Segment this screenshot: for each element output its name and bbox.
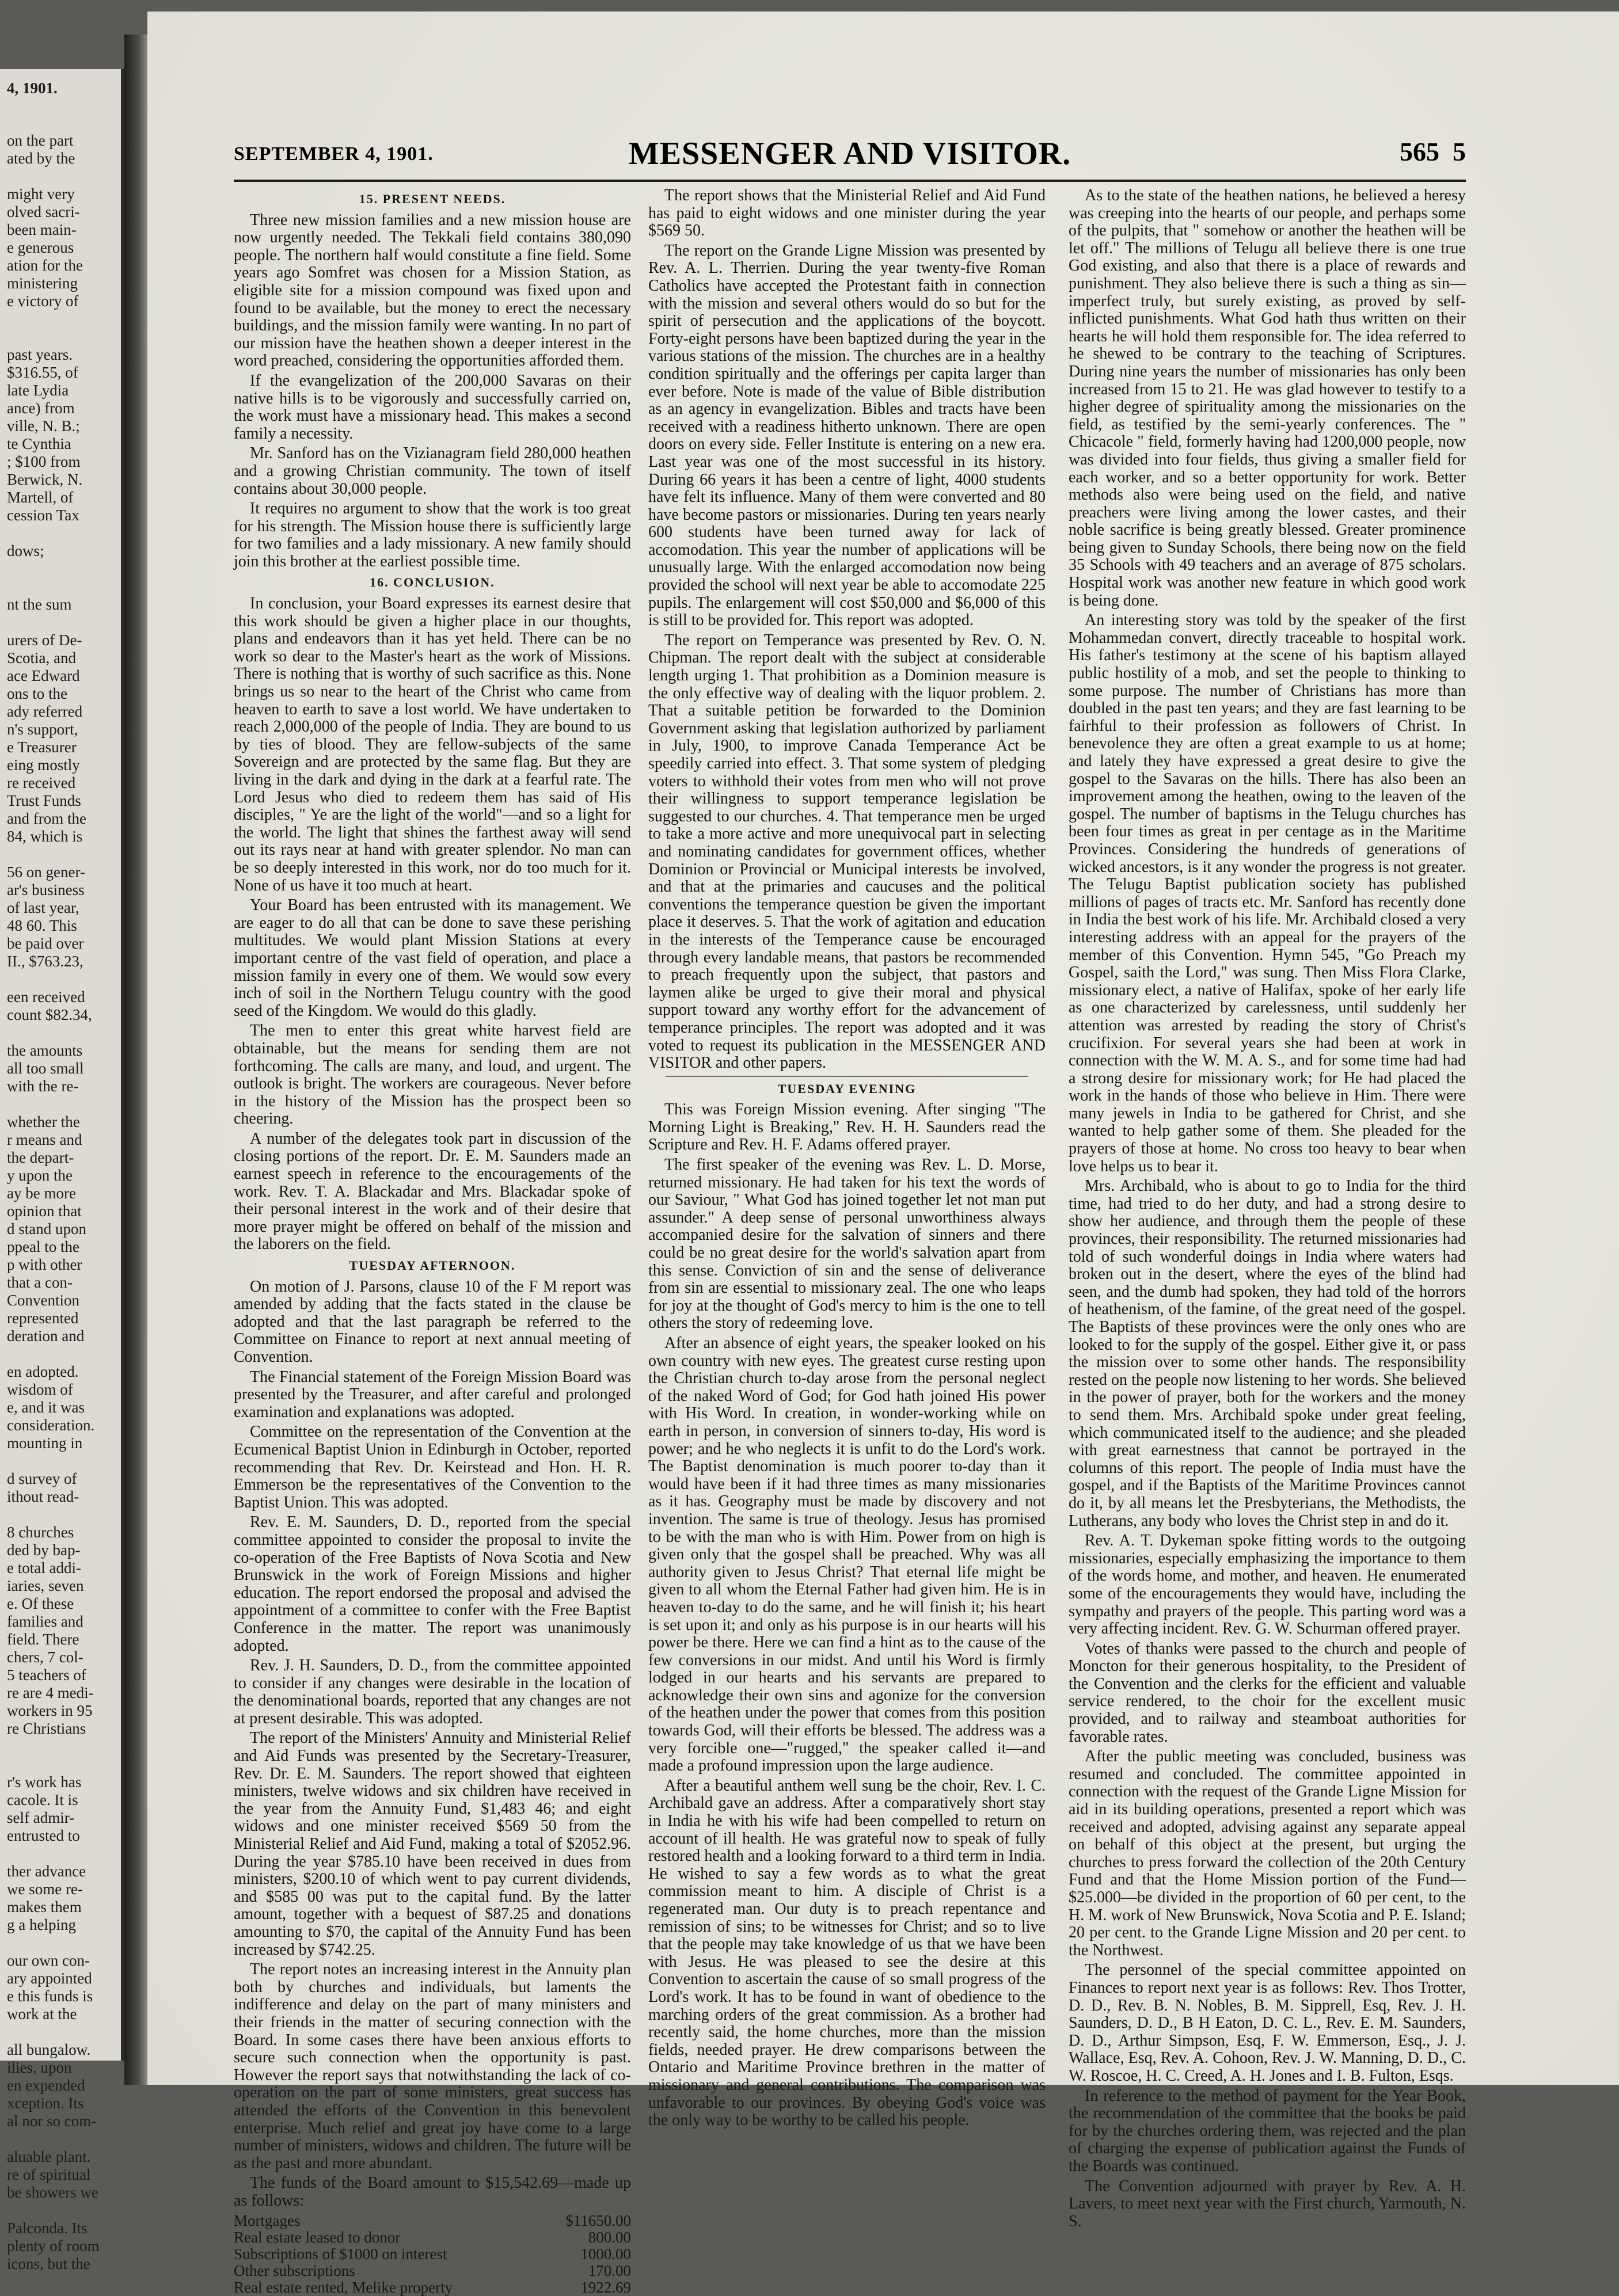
previous-page-line xyxy=(7,1452,115,1470)
header-rule xyxy=(234,180,1466,182)
previous-page-line xyxy=(7,560,115,578)
previous-page-line: ace Edward xyxy=(7,667,80,684)
column-3 xyxy=(1069,187,1466,2233)
previous-page-line xyxy=(7,328,115,346)
previous-page-line: work at the xyxy=(7,2005,77,2023)
previous-page-line: 56 on gener- xyxy=(7,863,85,881)
previous-page-line: dows; xyxy=(7,542,44,559)
funds-table xyxy=(234,2213,631,2296)
previous-page-line: opinion that xyxy=(7,1202,82,1220)
paragraph: Rev. E. M. Saunders, D. D., reported from the special committee appointed to consider the proposal to invite the co-operation of the Free Baptists of Nova Scotia and New Brunswick in the work of Foreign Missions and higher education. The report endorsed the proposal and advised the appointment of a committee to confer with the Free Baptist Conference in the matter. The report was unanimously adopted. xyxy=(234,1513,631,1655)
previous-page-line xyxy=(7,614,115,631)
previous-page-line: Convention xyxy=(7,1292,79,1309)
paragraph: Your Board has been entrusted with its management. We are eager to do all that can be done to save these perishing multitudes. We would plant Mission Stations at every important centre of the vast field of operation, and place a mission family in every one of them. We would sow every inch of soil in the Northern Telugu country with the good seed of the Kingdom. We would do this gladly. xyxy=(234,896,631,1020)
page-number-extra: 5 xyxy=(1453,137,1466,166)
paragraph: Committee on the representation of the Convention at the Ecumenical Baptist Union in Edinburgh in October, reported recommending that Rev. Dr. Keirstead and Hon. H. R. Emmerson be the representatives of the Convention to the Baptist Union. This was adopted. xyxy=(234,1423,631,1511)
paragraph: The report shows that the Ministerial Relief and Aid Fund has paid to eight widows and one minister during the year $569 50. xyxy=(648,186,1046,240)
fund-amount: 170.00 xyxy=(588,2261,631,2279)
previous-page-line: ther advance xyxy=(7,1863,86,1880)
newspaper-page xyxy=(147,12,1619,2296)
paragraph: A number of the delegates took part in discussion of the closing portions of the report. Dr. E. M. Saunders made an earnest speech in reference to the encouragements of the work. Rev. T. A. Blackadar and Mrs. Blackadar spoke of their personal interest in the work and of their desire that more prayer might be offered on behalf of the mission and the laborers on the field. xyxy=(234,1129,631,1254)
previous-page-line: d survey of xyxy=(7,1470,77,1487)
previous-page-line: r's work has xyxy=(7,1773,82,1791)
previous-page-line xyxy=(7,578,115,596)
previous-page-line: ance) from xyxy=(7,399,75,417)
previous-page-line xyxy=(7,2202,115,2219)
paragraph: The Convention adjourned with prayer by Rev. A. H. Lavers, to meet next year with the First church, Yarmouth, N. S. xyxy=(1069,2177,1466,2230)
paragraph: In conclusion, your Board expresses its earnest desire that this work should be given a higher place in our thoughts, plans and endeavors than it has yet held. There can be no work so dear to the Master's heart as the work of Missions. There is nothing that is worthy of such sacrifice as this. None brings us so near to the heart of the Christ who came from heaven to earth to save a lost world. We have undertaken to reach 2,000,000 of the people of India. They are bound to us by ties of blood. They are fellow-subjects of the same Sovereign and are protected by the same flag. But they are living in the dark and dying in the dark at a fearful rate. The Lord Jesus who died to redeem them has said of His disciples, " Ye are the light of the world"—and so a light for the world. The light that shines the farthest away will send out its rays near at hand with greater splendor. No man can be so deeply interested in this work, nor do too much for it. None of us have it too much at heart. xyxy=(234,595,631,894)
paragraph: After an absence of eight years, the speaker looked on his own country with new eyes. The greatest curse resting upon the Christian church to-day arose from the personal neglect of the naked Word of God; for God hath joined His power with His Word. In creation, in wonder-working while on earth in person, in conversion of sinners to-day, His word is power; and he who neglects it is unfit to do the Lord's work. The Baptist denomination is much poorer to-day than it would have been if it had three times as many missionaries as it has. Geography must be made by discovery and not invention. The same is true of theology. Jesus has promised to be with the man who is with Him. Power from on high is given only that the gospel shall be preached. Why was all authority given to Jesus Christ? That eternal life might be given to all whom the Eternal Father had given him. He is in heaven to-day to do the same, and he will finish it; his heart is set upon it; and only as his purpose is in our hearts will his power be there. Here we can find a hint as to the cause of the few conversions in our midst. And until his Word is firmly lodged in our hearts and his servants are prepared to acknowledge their own sins and agonize for the conversion of the heathen under the power that comes from this position towards God, will their efforts be blessed. The address was a very forcible one—"rugged," the speaker called it—and made a profound impression upon the large audience. xyxy=(648,1334,1046,1775)
previous-page-line: ded by bap- xyxy=(7,1541,81,1559)
previous-page-line: whether the xyxy=(7,1113,80,1130)
previous-page-line: iaries, seven xyxy=(7,1577,84,1594)
previous-page-line: makes them xyxy=(7,1898,82,1916)
previous-page-line: xception. Its xyxy=(7,2095,84,2112)
table-row xyxy=(234,2246,631,2263)
previous-page-line: wisdom of xyxy=(7,1381,73,1398)
table-row xyxy=(234,2229,631,2246)
previous-page-line: mounting in xyxy=(7,1434,83,1452)
section-heading-tuesday-afternoon: TUESDAY AFTERNOON. xyxy=(349,1258,516,1273)
previous-page-line: 84, which is xyxy=(7,828,83,845)
previous-page-line: all bungalow. xyxy=(7,2041,91,2058)
page-number-main: 565 xyxy=(1400,137,1439,166)
previous-page-line: and from the xyxy=(7,810,86,827)
paragraph: The Financial statement of the Foreign Mission Board was presented by the Treasurer, and after careful and prolonged examination and explanations was adopted. xyxy=(234,1368,631,1421)
previous-page-line: deration and xyxy=(7,1327,85,1345)
previous-page-date: 4, 1901. xyxy=(7,79,58,97)
previous-page-line xyxy=(7,1506,115,1524)
section-divider xyxy=(666,1076,1028,1077)
paragraph: The funds of the Board amount to $15,542.69—made up as follows: xyxy=(234,2174,631,2210)
previous-page-line: een received xyxy=(7,988,85,1006)
previous-page-line: families and xyxy=(7,1613,83,1630)
previous-page-line: ilies, upon xyxy=(7,2059,72,2076)
paragraph: Mrs. Archibald, who is about to go to India for the third time, had tried to do her duty, and had a strong desire to show her audience, and through them the people of these provinces, their responsibility. The returned missionaries had told of such wonderful doings in India where waters had broken out in the desert, where the eyes of the blind had seen, and the dumb had spoken, they had told of the horrors of heathenism, of the famine, of the great need of the gospel. The Baptists of these provinces were the only ones who are looked to for the supply of the gospel. Either give it, or pass the mission over to some other hands. The responsibility rested on the people now listening to her words. She believed in the power of prayer, both for the workers and the money to send them. Mrs. Archibald spoke under great feeling, which communicated itself to the audience; and she pleaded with great earnestness that cannot be portrayed in the columns of this report. The people of India must have the gospel, and if the Baptists of the Maritime Provinces cannot do it, by all means let the Presbyterians, the Methodists, the Lutherans, any body who loves the Christ step in and do it. xyxy=(1069,1177,1466,1530)
previous-page-line: self admir- xyxy=(7,1809,75,1826)
table-row xyxy=(234,2279,631,2296)
previous-page-line: y upon the xyxy=(7,1167,73,1184)
previous-page-line: aluable plant. xyxy=(7,2148,91,2165)
previous-page-line: Berwick, N. xyxy=(7,471,83,488)
issue-date: SEPTEMBER 4, 1901. xyxy=(234,143,434,165)
previous-page-line: Trust Funds xyxy=(7,792,81,809)
previous-page-line: e generous xyxy=(7,239,74,256)
table-row xyxy=(234,2263,631,2279)
previous-page-line: urers of De- xyxy=(7,631,82,649)
previous-page-line: ay be more xyxy=(7,1185,76,1202)
previous-page-line: te Cynthia xyxy=(7,435,71,452)
previous-page-line: ary appointed xyxy=(7,1970,92,1987)
previous-page-line: ation for the xyxy=(7,257,83,274)
previous-page-line xyxy=(7,1738,115,1756)
previous-page-line: e victory of xyxy=(7,292,79,310)
section-heading-conclusion: 16. CONCLUSION. xyxy=(370,575,495,590)
previous-page-line: en adopted. xyxy=(7,1363,79,1380)
paragraph: On motion of J. Parsons, clause 10 of the F M report was amended by adding that the facts stated in the clause be adopted and that the last paragraph be referred to the Committee on Finance to report at next annual meeting of Convention. xyxy=(234,1277,631,1366)
section-heading-present-needs: 15. PRESENT NEEDS. xyxy=(359,192,506,206)
previous-page-line: all too small xyxy=(7,1060,84,1077)
previous-page-fragment xyxy=(0,69,124,2272)
paragraph: After the public meeting was concluded, business was resumed and concluded. The committee appointed in connection with the request of the Grande Ligne Mission for aid in its building operations, presented a report which was received and adopted, advising against any separate appeal on behalf of this object at the present, but urging the churches to press forward the collection of the 20th Century Fund and that the Home Mission portion of the Fund—$25.000—be divided in the proportion of 60 per cent, to the H. M. work of New Brunswick, Nova Scotia and P. E. Island; 20 per cent. to the Grande Ligne Mission and 20 per cent. to the Northwest. xyxy=(1069,1747,1466,1959)
previous-page-line: consideration. xyxy=(7,1417,95,1434)
previous-page-line: en expended xyxy=(7,2077,85,2094)
fund-amount: 1000.00 xyxy=(580,2245,631,2263)
paragraph: Rev. J. H. Saunders, D. D., from the committee appointed to consider if any changes were desirable in the location of the denominational boards, reported that any changes are not at present desirable. This was adopted. xyxy=(234,1657,631,1727)
column-1 xyxy=(234,187,631,2296)
previous-page-line: 48 60. This xyxy=(7,917,77,934)
previous-page-line xyxy=(7,1845,115,1863)
previous-page-line: nt the sum xyxy=(7,596,72,613)
previous-page-line: 5 teachers of xyxy=(7,1666,86,1684)
previous-page-line: count $82.34, xyxy=(7,1006,92,1023)
previous-page-line: plenty of room xyxy=(7,2237,100,2255)
fund-amount: 1922.69 xyxy=(580,2278,631,2296)
paragraph: The report of the Ministers' Annuity and Ministerial Relief and Aid Funds was presented by the Secretary-Treasurer, Rev. Dr. E. M. Saunders. The report showed that eighteen ministers, twelve widows and six children have received in the year from the Annuity Fund, $1,483 46; and eight widows and one minister received $569 50 from the Ministerial Relief and Aid Fund, making a total of $2052.96. During the year $785.10 have been received in dues from ministers, $200.10 of which went to pay current dividends, and $585 00 was put to the capital fund. By the latter amount, together with a bequest of $87.25 and donations amounting to $70, the capital of the Annuity Fund has been increased by $742.25. xyxy=(234,1729,631,1959)
previous-page-line: al nor so com- xyxy=(7,2112,97,2130)
previous-page-line: we some re- xyxy=(7,1880,83,1898)
previous-page-line xyxy=(7,167,115,185)
previous-page-line: ministering xyxy=(7,275,78,292)
previous-page-line: with the re- xyxy=(7,1077,79,1095)
previous-page-line xyxy=(7,2130,115,2148)
previous-page-line: ville, N. B.; xyxy=(7,417,80,435)
previous-page-line: e. Of these xyxy=(7,1595,74,1612)
previous-page-line: might very xyxy=(7,185,75,203)
previous-page-line: the depart- xyxy=(7,1149,74,1166)
previous-page-line: on the part xyxy=(7,132,74,149)
previous-page-line: represented xyxy=(7,1309,79,1327)
previous-page-line: ady referred xyxy=(7,703,83,720)
previous-page-text xyxy=(0,69,121,2273)
previous-page-line: entrusted to xyxy=(7,1827,80,1844)
previous-page-line: of last year, xyxy=(7,899,79,916)
paragraph: This was Foreign Mission evening. After singing "The Morning Light is Breaking," Rev. H. H. Saunders read the Scripture and Rev. H. F. Adams offered prayer. xyxy=(648,1101,1046,1154)
previous-page-line: cession Tax xyxy=(7,507,79,524)
previous-page-line xyxy=(7,970,115,988)
paragraph: An interesting story was told by the speaker of the first Mohammedan convert, directly traceable to hospital work. His father's testimony at the scene of his baptism allayed public hostility of a mob, and set the people to thinking to some purpose. The number of Christians has more than doubled in the past ten years; and they are fast learning to be fairhful to their profession as followers of Christ. In benevolence they are often a great example to us at home; and lately they have expressed a great desire to give the gospel to the Savaras on the hills. There has also been an improvement among the heathen, owing to the leaven of the gospel. The number of baptisms in the Telugu churches has been four times as great in per centage as in the Maritime Provinces. Considering the hundreds of generations of wicked ancestors, is it any wonder the progress is not greater. The Telugu Baptist publication society has published millions of pages of tracts etc. Mr. Sanford has recently done in India the best work of his life. Mr. Archibald closed a very interesting address with an appeal for the prayers of the member of this Convention. Hymn 545, "Go Preach my Gospel, saith the Lord," was sung. Then Miss Flora Clarke, missionary elect, a native of Halifax, spoke of her early life as one characterized by carelessness, until suddenly her attention was arrested by reading the story of Christ's crucifixion. For several years she had been at work in connection with the W. M. A. S., and for some time had had a strong desire for missionary work; for He had placed the work in the hands of those who believe in Him. There were many jewels in India to be gathered for Christ, and she wanted to help gather some of them. She pleaded for the prayers of those at home. No cross too heavy to bear when love helps us to bear it. xyxy=(1069,611,1466,1175)
paragraph: The report on the Grande Ligne Mission was presented by Rev. A. L. Therrien. During the year twenty-five Roman Catholics have accepted the Protestant faith in connection with the mission and several others would do so but for the spirit of persecution and the applications of the boycott. Forty-eight persons have been baptized during the year in the various stations of the mission. The churches are in a healthy condition spiritually and the offerings per capita larger than ever before. Note is made of the value of Bible distribution as an agency in evangelization. Bibles and tracts have been received with a readiness hitherto unknown. There are open doors on every side. Feller Institute is entering on a new era. Last year was one of the most successful in its history. During 66 years it has been a centre of light, 4000 students have felt its influence. Many of them were converted and 80 have become pastors or missionaries. During ten years nearly 600 students have been turned away for lack of accomodation. This year the number of applications will be unusually large. With the enlarged accomodation now being provided the school will next year be able to accomodate 225 pupils. The enlargement will cost $50,000 and $6,000 of this is still to be provided for. This report was adopted. xyxy=(648,241,1046,630)
previous-page-line: d stand upon xyxy=(7,1220,86,1238)
previous-page-line: e this funds is xyxy=(7,1987,93,2005)
paragraph: The report notes an increasing interest in the Annuity plan both by churches and individuals, but laments the indifference and delay on the part of many ministers and their friends in the matter of securing connection with the Board. In some cases there have been anxious efforts to secure such connection when the opportunity is past. However the report says that notwithstanding the lack of co-operation on the part of some ministers, great success has attended the efforts of the Convention in this benevolent enterprise. Much relief and great joy have come to a large number of ministers, widows and children. The future will be as the past and more abundant. xyxy=(234,1960,631,2172)
previous-page-line xyxy=(7,524,115,542)
previous-page-line: ons to the xyxy=(7,685,67,702)
previous-page-line: re received xyxy=(7,774,76,791)
previous-page-line: ated by the xyxy=(7,150,75,167)
binding-gutter xyxy=(124,35,147,2085)
paragraph: Three new mission families and a new mission house are now urgently needed. The Tekkali field contains 380,090 people. The northern half would constitute a fine field. Some years ago Somfret was chosen for a Mission Station, as eligible site for a mission compound was fixed upon and found to be available, but the money to erect the necessary buildings, and the mission family were wanting. In no part of our mission have the heathen shown a deeper interest in the word preached, considering the opportunities afforded them. xyxy=(234,211,631,370)
paragraph: It requires no argument to show that the work is too great for his strength. The Mission house there is sufficiently large for two families and a lady missionary. A new family should join this brother at the earliest possible time. xyxy=(234,500,631,570)
paragraph: Votes of thanks were passed to the church and people of Moncton for their generous hospitality, to the President of the Convention and the clerks for the efficient and valuable service rendered, to the choir for the excellent music provided, and to railway and steamboat authorities for favorable rates. xyxy=(1069,1639,1466,1746)
previous-page-line: the amounts xyxy=(7,1042,83,1059)
previous-page-line: field. There xyxy=(7,1631,79,1648)
previous-page-line: past years. xyxy=(7,346,73,363)
table-row xyxy=(234,2213,631,2229)
previous-page-line xyxy=(7,1934,115,1952)
previous-page-line: ithout read- xyxy=(7,1488,79,1505)
previous-page-line: Scotia, and xyxy=(7,649,76,667)
previous-page-line xyxy=(7,1345,115,1363)
previous-page-line: chers, 7 col- xyxy=(7,1648,83,1666)
paragraph: The men to enter this great white harvest field are obtainable, but the means for sending them are not forthcoming. The calls are many, and loud, and urgent. The outlook is bright. The workers are courageous. Never before in the history of the Mission has the prospect been so cheering. xyxy=(234,1022,631,1128)
paragraph: The report on Temperance was presented by Rev. O. N. Chipman. The report dealt with the subject at considerable length urging 1. That prohibition as a Dominion measure is the only effective way of dealing with the liquor problem. 2. That a suitable petition be forwarded to the Dominion Government asking that legislation authorized by parliament in July, 1900, to improve Canada Temperance Act be speedily carried into effect. 3. That some system of pledging voters to withhold their votes from men who will not prove their willingness to support temperance legislation be suggested to our churches. 4. That temperance men be urged to take a more active and more unequivocal part in selecting and nominating candidates for government offices, whether Dominion or Provincial or Municipal interests be involved, and that at the primaries and caucuses and the political conventions the temperance question be given the important place it deserves. 5. That the work of agitation and education in the interests of the Temperance cause be encouraged through every landable means, that pastors be recommended to preach frequently upon the subject, that pastors and laymen alike be urged to give their moral and physical support toward any worthy effort for the advancement of temperance principles. The report was adopted and it was voted to request its publication in the MESSENGER AND VISITOR and other papers. xyxy=(648,631,1046,1072)
previous-page-line: $316.55, of xyxy=(7,364,78,381)
previous-page-line: e, and it was xyxy=(7,1399,85,1416)
fund-label: Other subscriptions xyxy=(234,2261,355,2279)
previous-page-line: olved sacri- xyxy=(7,203,80,220)
column-2 xyxy=(648,187,1046,2132)
previous-page-line: e total addi- xyxy=(7,1559,81,1577)
fund-label: Subscriptions of $1000 on interest xyxy=(234,2245,447,2263)
previous-page-line: ppeal to the xyxy=(7,1238,79,1255)
previous-page-line: Martell, of xyxy=(7,489,74,506)
paragraph: The personnel of the special committee appointed on Finances to report next year is as follows: Rev. Thos Trotter, D. D., Rev. B. N. Nobles, B. M. Sipprell, Esq, Rev. J. H. Saunders, D. D., B H Eaton, D. C. L., Rev. E. M. Saunders, D. D., Arthur Simpson, Esq, F. W. Emmerson, Esq., J. J. Wallace, Esq, Rev. A. Cohoon, Rev. J. W. Manning, D. D., C. W. Roscoe, H. C. Creed, A. H. Jones and I. B. Fulton, Esqs. xyxy=(1069,1961,1466,2085)
previous-page-line: re are 4 medi- xyxy=(7,1684,94,1701)
previous-page-line xyxy=(7,1024,115,1042)
previous-page-line: g a helping xyxy=(7,1916,76,1933)
paragraph: Mr. Sanford has on the Vizianagram field 280,000 heathen and a growing Christian community. The town of itself contains about 30,000 people. xyxy=(234,444,631,498)
paragraph: In reference to the method of payment for the Year Book, the recommendation of the committee that the books be paid for by the churches ordering them, was rejected and the plan of charging the expense of publication against the Funds of the Boards was continued. xyxy=(1069,2086,1466,2175)
previous-page-line: Palconda. Its xyxy=(7,2219,88,2237)
previous-page-line: e Treasurer xyxy=(7,738,77,756)
previous-page-line xyxy=(7,846,115,863)
page-number xyxy=(1400,136,1466,167)
previous-page-line: ar's business xyxy=(7,881,85,898)
previous-page-line: cacole. It is xyxy=(7,1791,78,1808)
previous-page-line: re Christians xyxy=(7,1720,86,1737)
previous-page-line: p with other xyxy=(7,1256,82,1273)
paragraph: The first speaker of the evening was Rev. L. D. Morse, returned missionary. He had taken for his text the words of our Saviour, " What God has joined together let not man put assunder." A deep sense of personal unworthiness always accompanied desire for the salvation of sinners and there could be no great desire for the world's salvation apart from this sense. Conviction of sin and the sense of deliverance from sin are essential to missionary zeal. The one who leaps for joy at the thought of God's mercy to him is the one to tell others the story of redeeming love. xyxy=(648,1156,1046,1332)
fund-amount: 800.00 xyxy=(588,2228,631,2246)
fund-label: Real estate rented, Melike property xyxy=(234,2278,453,2296)
paragraph: If the evangelization of the 200,000 Savaras on their native hills is to be vigorously and successfully carried on, the work must have a missionary head. This makes a second family a necessity. xyxy=(234,371,631,443)
previous-page-line: 8 churches xyxy=(7,1524,74,1541)
previous-page-line: re of spiritual xyxy=(7,2166,91,2183)
previous-page-line xyxy=(7,1095,115,1113)
previous-page-line: eing mostly xyxy=(7,756,80,774)
page-header xyxy=(234,135,1466,176)
fund-label: Mortgages xyxy=(234,2211,301,2229)
previous-page-line xyxy=(7,1756,115,1773)
fund-label: Real estate leased to donor xyxy=(234,2228,401,2246)
previous-page-line: be paid over xyxy=(7,935,84,952)
newspaper-title: MESSENGER AND VISITOR. xyxy=(628,136,1071,172)
previous-page-line: been main- xyxy=(7,221,77,238)
previous-page-line: late Lydia xyxy=(7,382,69,399)
fund-amount: $11650.00 xyxy=(565,2211,631,2229)
previous-page-line: our own con- xyxy=(7,1952,90,1969)
previous-page-line: icons, but the xyxy=(7,2255,90,2272)
previous-page-line xyxy=(7,310,115,328)
previous-page-line: n's support, xyxy=(7,721,78,738)
section-heading-tuesday-evening: TUESDAY EVENING xyxy=(777,1081,917,1096)
previous-page-line: that a con- xyxy=(7,1274,73,1291)
previous-page-line: r means and xyxy=(7,1131,82,1148)
previous-page-line: workers in 95 xyxy=(7,1702,93,1719)
previous-page-line: be showers we xyxy=(7,2184,98,2201)
previous-page-line: ; $100 from xyxy=(7,453,81,470)
paragraph: Rev. A. T. Dykeman spoke fitting words to the outgoing missionaries, especially emphasizing the importance to them of the words home, and mother, and heaven. He enumerated some of the encouragements they would have, including the sympathy and prayers of the people. This parting word was a very affecting incident. Rev. G. W. Schurman offered prayer. xyxy=(1069,1532,1466,1638)
previous-page-line: II., $763.23, xyxy=(7,953,83,970)
previous-page-line xyxy=(7,2023,115,2041)
paragraph: As to the state of the heathen nations, he believed a heresy was creeping into the hearts of our people, and perhaps some of the pulpits, that " somehow or another the heathen will be let off." The millions of Telugu all believe there is one true God existing, and also that there is a place of rewards and punishment. They also believe there is such a thing as sin—imperfect truly, but surely existing, as proved by self-inflicted punishments. What God hath thus written on their hearts he will hold them responsible for. The idea referred to he shewed to be contrary to the teaching of Scriptures. During nine years the number of missionaries has only been increased from 15 to 21. He was glad however to testify to a higher degree of spirituality among the missionaries on the field, as testified by the semi-yearly conferences. The " Chicacole " field, formerly having had 1200,000 people, now was divided into four fields, thus giving a smaller field for each worker, and so a better opportunity for work. Better methods also were being used on the field, and native preachers were living among the lower castes, and their noble sacrifice is being greatly blessed. Greater prominence being given to Sunday Schools, there being now on the field 35 Schools with 49 teachers and an average of 875 scholars. Hospital work was another new feature in which good work is being done. xyxy=(1069,186,1466,610)
paragraph: After a beautiful anthem well sung be the choir, Rev. I. C. Archibald gave an address. After a comparatively short stay in India he with his wife had been compelled to return on account of ill health. He was grateful now to speak of fully restored health and a looking forward to a third term in India. He wished to say a few words as to what the great commission meant to him. A disciple of Christ is a regenerated man. Our duty is to preach repentance and remission of sins; to be witnesses for Christ; and so to live that the people may take knowledge of us that we have been with Jesus. He was pleased to see the desire at this Convention to ascertain the cause of so small progress of the Lord's work. It has to be found in want of obedience to the marching orders of the great commission. As a brother had recently said, the home churches, more than the mission fields, needed prayer. He drew comparisons between the Ontario and Maritime Province brethren in the matter of missionary and general contributions. The comparison was unfavorable to our provinces. By obeying God's voice was the only way to be worthy to be called his people. xyxy=(648,1776,1046,2130)
